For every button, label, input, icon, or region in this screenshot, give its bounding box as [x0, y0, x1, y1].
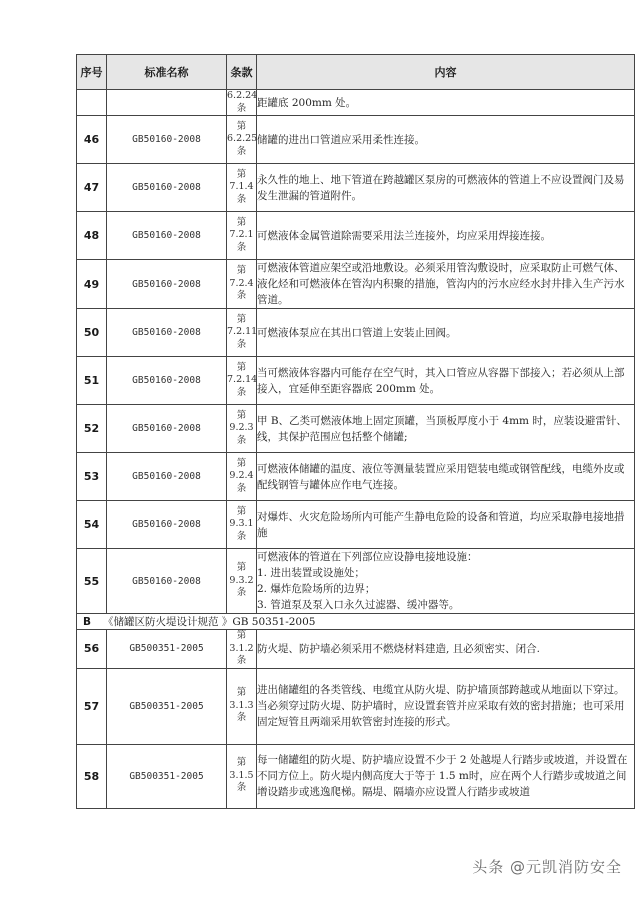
- content-cell: 距罐底 200mm 处。: [257, 90, 635, 116]
- standard-name: GB50160-2008: [107, 260, 227, 309]
- clause-lines: [227, 757, 256, 795]
- table-row: [77, 164, 635, 212]
- row-number: 51: [77, 357, 107, 405]
- table-row: [77, 309, 635, 357]
- clause-line: 7.2.14: [227, 374, 258, 386]
- table-row: [77, 668, 635, 744]
- row-number: 54: [77, 501, 107, 549]
- standard-name: [107, 90, 227, 116]
- clause-cell: [227, 90, 257, 116]
- row-number: 58: [77, 744, 107, 808]
- content-cell: 防火堤、防护墙必须采用不燃烧材料建造, 且必须密实、闭合.: [257, 630, 635, 669]
- header-clause: 条款: [227, 55, 257, 90]
- clause-cell: [227, 116, 257, 164]
- clause-line: 第: [236, 457, 247, 469]
- clause-lines: [227, 630, 256, 668]
- clause-line: 第: [236, 562, 247, 574]
- clause-line: 第: [236, 630, 247, 641]
- standards-table: [76, 54, 635, 809]
- content-line: 1. 进出装置或设施处；: [257, 567, 365, 579]
- standard-name: GB500351-2005: [107, 744, 227, 808]
- table-row: [77, 630, 635, 669]
- row-number: 48: [77, 212, 107, 260]
- clause-line: 9.2.4: [229, 470, 254, 482]
- clause-line: 条: [236, 338, 247, 350]
- section-code: B: [83, 616, 92, 628]
- clause-line: 第: [236, 757, 247, 769]
- clause-cell: [227, 501, 257, 549]
- standard-name: GB50160-2008: [107, 549, 227, 614]
- standard-name: GB50160-2008: [107, 164, 227, 212]
- clause-lines: [227, 458, 256, 496]
- table-row: [77, 744, 635, 808]
- content-line: 2. 爆炸危险场所的边界；: [257, 583, 376, 595]
- content-cell: 甲 B、乙类可燃液体地上固定顶罐，当顶板厚度小于 4mm 时，应装设避雷针、线，其保护范围应包括整个储罐;: [257, 405, 635, 453]
- content-cell: 可燃液体金属管道除需要采用法兰连接外，均应采用焊接连接。: [257, 212, 635, 260]
- table-row: [77, 357, 635, 405]
- content-cell: 可燃液体储罐的温度、液位等测量装置应采用铠装电缆或钢管配线，电缆外皮或配线钢管与罐体应作电气连接。: [257, 453, 635, 501]
- table-row: [77, 549, 635, 614]
- content-cell: 永久性的地上、地下管道在跨越罐区泵房的可燃液体的管道上不应设置阀门及易发生泄漏的管道附件。: [257, 164, 635, 212]
- clause-line: 9.3.2: [229, 574, 254, 586]
- clause-lines: [227, 169, 256, 207]
- content-cell: 进出储罐组的各类管线、电缆宜从防火堤、防护墙顶部跨越或从地面以下穿过。当必须穿过防火堤、防护墙时，应设置套管并应采取有效的密封措施；也可采用固定短管且两端采用软管密封连接的形式。: [257, 668, 635, 744]
- table-row: [77, 501, 635, 549]
- table-row: [77, 90, 635, 116]
- clause-cell: [227, 549, 257, 614]
- standard-name: GB50160-2008: [107, 309, 227, 357]
- clause-line: 条: [236, 241, 247, 253]
- clause-line: 第: [236, 168, 247, 180]
- table-row: [77, 453, 635, 501]
- clause-line: 6.2.24: [227, 90, 258, 101]
- clause-line: 条: [236, 712, 247, 724]
- table-body: [77, 90, 635, 809]
- row-number: 47: [77, 164, 107, 212]
- clause-lines: [227, 121, 256, 159]
- clause-line: 第: [236, 216, 247, 228]
- clause-cell: [227, 668, 257, 744]
- clause-line: 7.2.1: [229, 229, 254, 241]
- clause-cell: [227, 260, 257, 309]
- clause-cell: [227, 357, 257, 405]
- table-header-row: [77, 55, 635, 90]
- standard-name: GB50160-2008: [107, 405, 227, 453]
- standard-name: GB500351-2005: [107, 668, 227, 744]
- clause-line: 3.1.2: [229, 642, 254, 654]
- clause-line: 第: [236, 505, 247, 517]
- content-cell: 储罐的进出口管道应采用柔性连接。: [257, 116, 635, 164]
- clause-lines: [227, 562, 256, 600]
- row-number: 46: [77, 116, 107, 164]
- standard-name: GB50160-2008: [107, 212, 227, 260]
- clause-line: 3.1.3: [229, 699, 254, 711]
- clause-line: 第: [236, 120, 247, 132]
- clause-lines: [227, 687, 256, 725]
- header-content: 内容: [257, 55, 635, 90]
- clause-line: 第: [236, 265, 247, 277]
- section-cell: [77, 614, 635, 630]
- content-cell: 每一储罐组的防火堤、防护墙应设置不少于 2 处越堤人行踏步或坡道，并设置在不同方位上。防火堤内侧高度大于等于 1.5 m时，应在两个人行踏步或坡道之间增设踏步或逃逸爬梯。隔堤、隔墙亦应设置人行踏步或坡道: [257, 744, 635, 808]
- clause-line: 条: [236, 530, 247, 542]
- content-line: 可燃液体的管道在下列部位应设静电接地设施：: [257, 551, 478, 563]
- row-number: [77, 90, 107, 116]
- clause-line: 第: [236, 313, 247, 325]
- clause-line: 条: [236, 782, 247, 794]
- content-cell: [257, 549, 635, 614]
- clause-cell: [227, 453, 257, 501]
- watermark-text: 头条 @元凯消防安全: [472, 858, 622, 876]
- content-cell: 对爆炸、火灾危险场所内可能产生静电危险的设备和管道，均应采取静电接地措施: [257, 501, 635, 549]
- clause-line: 9.3.1: [229, 518, 254, 530]
- standard-name: GB50160-2008: [107, 453, 227, 501]
- clause-cell: [227, 405, 257, 453]
- clause-line: 7.2.11: [227, 326, 258, 338]
- row-number: 57: [77, 668, 107, 744]
- section-row-b: [77, 614, 635, 630]
- content-cell: 可燃液体管道应架空或沿地敷设。必须采用管沟敷设时，应采取防止可燃气体、液化烃和可燃液体在管沟内积聚的措施，管沟内的污水应经水封井排入生产污水管道。: [257, 260, 635, 309]
- clause-cell: [227, 164, 257, 212]
- clause-line: 条: [236, 102, 247, 114]
- row-number: 56: [77, 630, 107, 669]
- header-name: 标准名称: [107, 55, 227, 90]
- clause-line: 6.2.25: [227, 133, 258, 145]
- clause-line: 条: [236, 482, 247, 494]
- clause-lines: [227, 506, 256, 544]
- table-row: [77, 212, 635, 260]
- table-row: [77, 405, 635, 453]
- clause-cell: [227, 309, 257, 357]
- standard-name: GB50160-2008: [107, 501, 227, 549]
- clause-line: 条: [236, 290, 247, 302]
- clause-line: 第: [236, 361, 247, 373]
- clause-lines: [227, 314, 256, 352]
- clause-line: 条: [236, 434, 247, 446]
- clause-line: 条: [236, 587, 247, 599]
- clause-lines: [227, 90, 256, 115]
- clause-line: 3.1.5: [229, 769, 254, 781]
- clause-line: 7.1.4: [229, 181, 254, 193]
- content-cell: 可燃液体泵应在其出口管道上安装止回阀。: [257, 309, 635, 357]
- clause-lines: [227, 217, 256, 255]
- clause-line: 9.2.3: [229, 422, 254, 434]
- row-number: 55: [77, 549, 107, 614]
- clause-line: 7.2.4: [229, 277, 254, 289]
- standard-name: GB500351-2005: [107, 630, 227, 669]
- row-number: 50: [77, 309, 107, 357]
- clause-cell: [227, 212, 257, 260]
- clause-lines: [227, 265, 256, 303]
- row-number: 49: [77, 260, 107, 309]
- content-cell: 当可燃液体容器内可能存在空气时，其入口管应从容器下部接入；若必须从上部接入，宜延伸至距容器底 200mm 处。: [257, 357, 635, 405]
- watermark: [472, 856, 622, 877]
- content-line: 3. 管道泵及泵入口永久过滤器、缓冲器等。: [257, 599, 460, 611]
- section-title: 《储罐区防火堤设计规范 》GB 50351-2005: [103, 616, 316, 628]
- header-no: 序号: [77, 55, 107, 90]
- clause-lines: [227, 410, 256, 448]
- row-number: 52: [77, 405, 107, 453]
- standard-name: GB50160-2008: [107, 116, 227, 164]
- clause-line: 第: [236, 687, 247, 699]
- standard-name: GB50160-2008: [107, 357, 227, 405]
- clause-line: 条: [236, 655, 247, 666]
- clause-cell: [227, 630, 257, 669]
- clause-line: 第: [236, 409, 247, 421]
- clause-line: 条: [236, 386, 247, 398]
- table-row: [77, 260, 635, 309]
- clause-cell: [227, 744, 257, 808]
- table-row: [77, 116, 635, 164]
- clause-line: 条: [236, 145, 247, 157]
- row-number: 53: [77, 453, 107, 501]
- clause-line: 条: [236, 193, 247, 205]
- clause-lines: [227, 362, 256, 400]
